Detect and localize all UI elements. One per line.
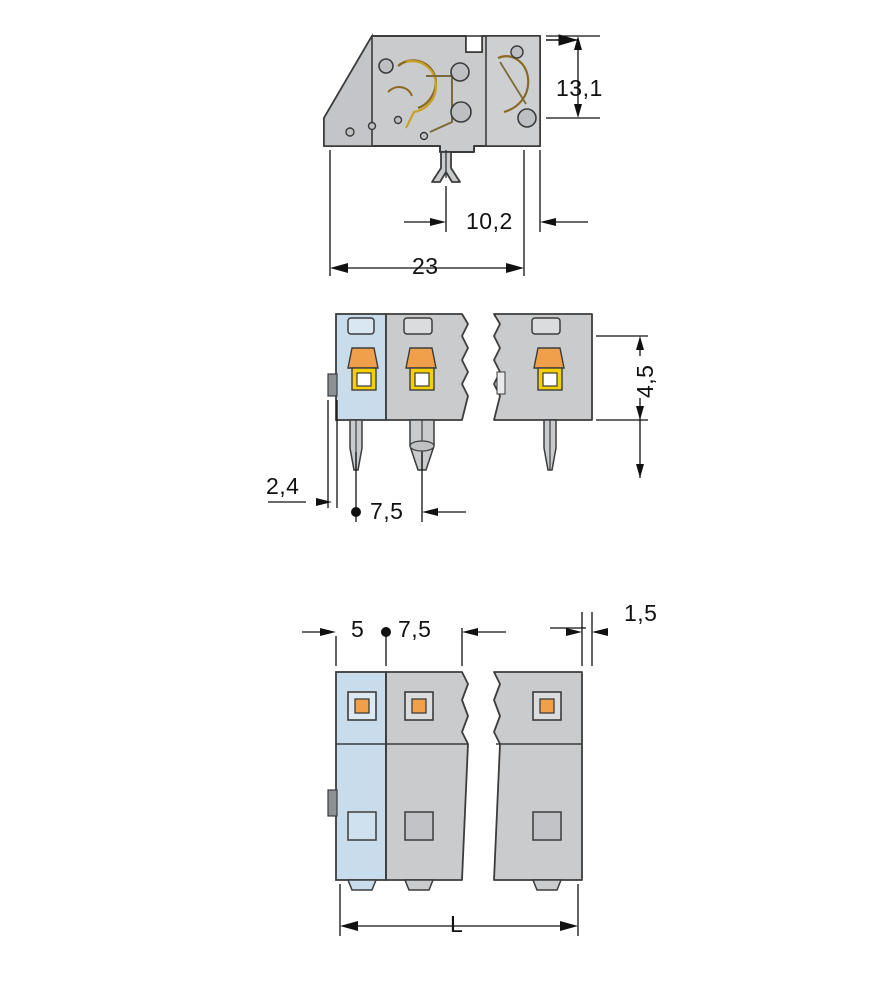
dimension-label-10-2: 10,2 bbox=[466, 208, 513, 234]
dimension-label-2-4: 2,4 bbox=[266, 473, 300, 499]
bottom-view-two-pole-group bbox=[328, 672, 468, 890]
dimension-1-5 bbox=[550, 612, 608, 666]
dimension-label-13-1: 13,1 bbox=[556, 75, 603, 101]
dimension-label-4-5: 4,5 bbox=[632, 364, 658, 398]
front-view-two-pole-group bbox=[328, 314, 468, 470]
dimension-label-23: 23 bbox=[412, 253, 439, 279]
side-view-group bbox=[324, 36, 540, 182]
dimension-label-L: L bbox=[450, 911, 464, 937]
dimension-4-5 bbox=[596, 336, 648, 478]
dimension-7-5-front bbox=[351, 452, 466, 522]
dimension-label-5: 5 bbox=[351, 616, 365, 642]
dimension-label-1-5: 1,5 bbox=[624, 600, 658, 626]
dimension-label-7-5-bottom: 7,5 bbox=[398, 616, 432, 642]
dimension-label-7-5-front: 7,5 bbox=[370, 498, 404, 524]
front-view-single-pole-group bbox=[494, 314, 592, 470]
bottom-view-single-pole-group bbox=[494, 672, 582, 890]
